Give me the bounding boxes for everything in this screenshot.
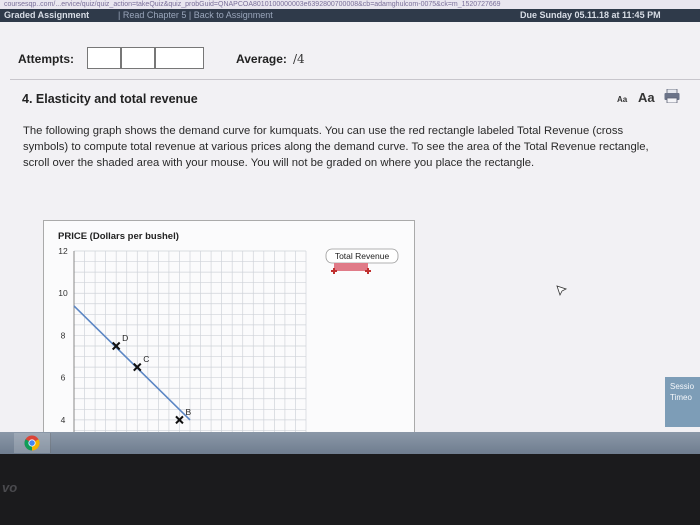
taskbar-chrome-button[interactable]	[14, 433, 51, 453]
session-notice-line1: Sessio	[670, 382, 695, 391]
demand-graph-panel	[43, 220, 415, 432]
y-tick-label: 12	[58, 246, 68, 256]
demand-graph[interactable]	[44, 221, 416, 432]
demand-point-label: B	[185, 406, 192, 417]
question-title: 4. Elasticity and total revenue	[22, 92, 198, 106]
text-size-small-button[interactable]: Aa	[617, 95, 628, 104]
y-tick-label: 6	[60, 372, 66, 383]
quiz-page	[0, 22, 700, 432]
attempts-label: Attempts:	[18, 52, 74, 66]
text-size-large-button[interactable]: Aa	[638, 90, 655, 105]
session-notice-line2: Timeo	[670, 393, 692, 402]
cursor-icon	[556, 285, 568, 297]
demand-point-label: C	[143, 354, 150, 365]
assignment-header	[0, 9, 700, 22]
assignment-title[interactable]: Graded Assignment	[4, 10, 90, 20]
total-revenue-rectangle	[334, 263, 368, 271]
demand-curve	[74, 306, 190, 420]
laptop-bezel	[0, 454, 700, 525]
y-tick-label: 10	[58, 288, 68, 299]
chrome-icon	[24, 435, 40, 451]
os-taskbar	[0, 432, 700, 454]
demand-point-label: D	[122, 333, 129, 343]
attempt-box-2	[121, 47, 155, 69]
attempt-box-3	[155, 47, 204, 69]
y-tick-labels	[58, 246, 68, 425]
y-tick-label: 8	[60, 330, 66, 341]
laptop-brand-logo: vo	[2, 480, 18, 495]
y-tick-label: 4	[60, 414, 66, 425]
print-icon[interactable]	[664, 89, 680, 103]
question-instructions: The following graph shows the demand curve for kumquats. You can use the red rectangle labeled Total Revenue (cross symbols) to compute total revenue at various prices along the demand curve. To see the area of the Total Revenue rectangle, scroll over the shaded area with your mouse. You will not be graded on where you place the rectangle.	[23, 125, 649, 169]
assignment-nav-links[interactable]: | Read Chapter 5 | Back to Assignment	[118, 10, 273, 20]
total-revenue-label: Total Revenue	[334, 251, 390, 261]
graph-grid	[74, 251, 306, 432]
due-date: Due Sunday 05.11.18 at 11:45 PM	[520, 10, 661, 20]
total-revenue-tool[interactable]	[326, 249, 398, 274]
session-timeout-notice[interactable]	[665, 377, 700, 427]
average-label: Average:	[236, 52, 287, 66]
section-divider	[10, 79, 700, 80]
attempt-box-1	[87, 47, 121, 69]
y-axis-label: PRICE (Dollars per bushel)	[58, 231, 179, 242]
average-value: /4	[293, 52, 305, 66]
browser-url-bar[interactable]	[0, 0, 700, 9]
url-text: coursesqp..com/...ervice/quiz/quiz_action=takeQuiz&quiz_probGuid=QNAPCOA8010100000003e6392800700008&cb=adamghulcom-0075&ck=m_1520727669	[4, 1, 501, 8]
